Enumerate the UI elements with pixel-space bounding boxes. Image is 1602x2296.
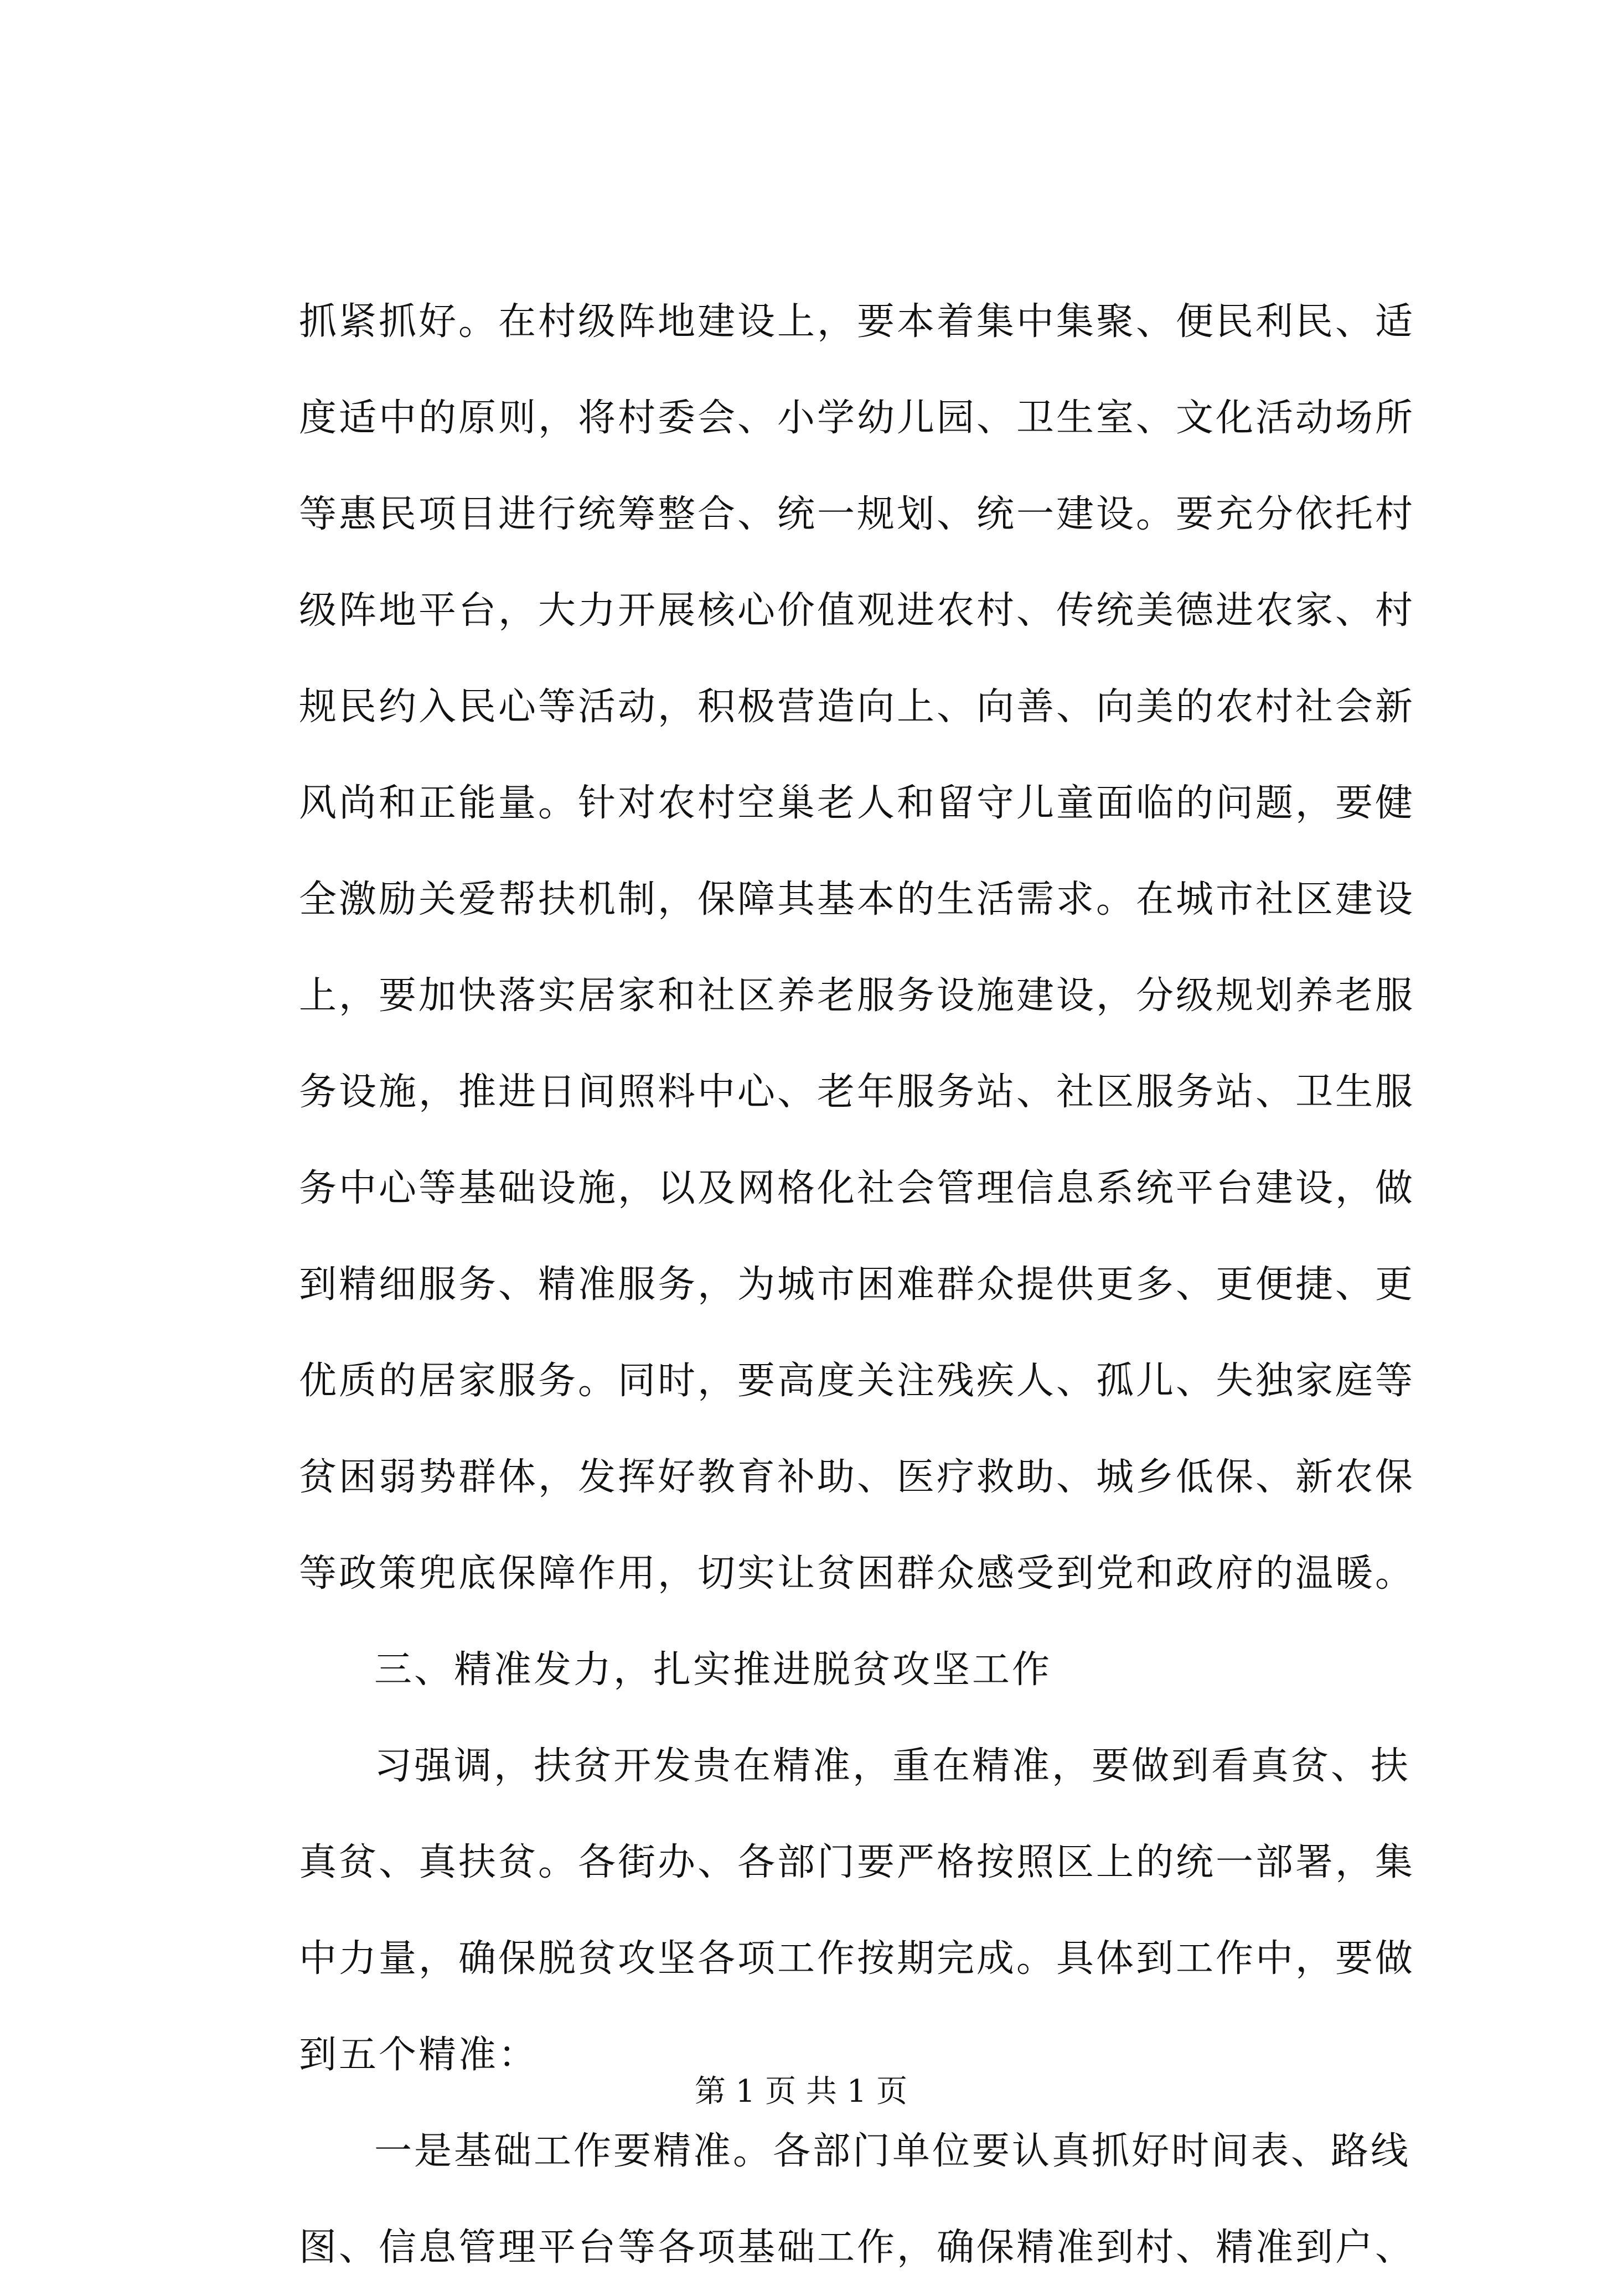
text-line: 图、信息管理平台等各项基础工作，确保精准到村、精准到户、	[299, 2226, 1415, 2269]
section-heading: 三、精准发力，扎实推进脱贫攻坚工作	[374, 1648, 1052, 1692]
paragraph-start-line: 习强调，扶贫开发贵在精准，重在精准，要做到看真贫、扶	[374, 1744, 1411, 1788]
text-line: 务设施，推进日间照料中心、老年服务站、社区服务站、卫生服	[299, 1070, 1415, 1114]
text-line: 真贫、真扶贫。各街办、各部门要严格按照区上的统一部署，集	[299, 1841, 1415, 1884]
document-body	[299, 274, 1415, 2296]
paragraph-start-line: 一是基础工作要精准。各部门单位要认真抓好时间表、路线	[374, 2129, 1411, 2173]
text-line: 级阵地平台，大力开展核心价值观进农村、传统美德进农家、村	[299, 589, 1415, 633]
text-line: 风尚和正能量。针对农村空巢老人和留守儿童面临的问题，要健	[299, 781, 1415, 825]
text-line: 等惠民项目进行统筹整合、统一规划、统一建设。要充分依托村	[299, 493, 1415, 536]
text-line: 贫困弱势群体，发挥好教育补助、医疗救助、城乡低保、新农保	[299, 1455, 1415, 1499]
text-line: 务中心等基础设施，以及网格化社会管理信息系统平台建设，做	[299, 1167, 1415, 1210]
text-line: 中力量，确保脱贫攻坚各项工作按期完成。具体到工作中，要做	[299, 1937, 1415, 1981]
page-number-footer: 第 1 页 共 1 页	[694, 2074, 908, 2110]
text-line: 优质的居家服务。同时，要高度关注残疾人、孤儿、失独家庭等	[299, 1359, 1415, 1403]
text-line: 全激励关爱帮扶机制，保障其基本的生活需求。在城市社区建设	[299, 878, 1415, 921]
text-line: 到精细服务、精准服务，为城市困难群众提供更多、更便捷、更	[299, 1263, 1415, 1307]
text-line: 上，要加快落实居家和社区养老服务设施建设，分级规划养老服	[299, 974, 1415, 1018]
text-line: 度适中的原则，将村委会、小学幼儿园、卫生室、文化活动场所	[299, 396, 1415, 440]
text-line: 抓紧抓好。在村级阵地建设上，要本着集中集聚、便民利民、适	[299, 300, 1415, 344]
text-line: 规民约入民心等活动，积极营造向上、向善、向美的农村社会新	[299, 685, 1415, 729]
text-line: 到五个精准：	[299, 2033, 539, 2077]
text-line: 等政策兜底保障作用，切实让贫困群众感受到党和政府的温暖。	[299, 1552, 1415, 1595]
